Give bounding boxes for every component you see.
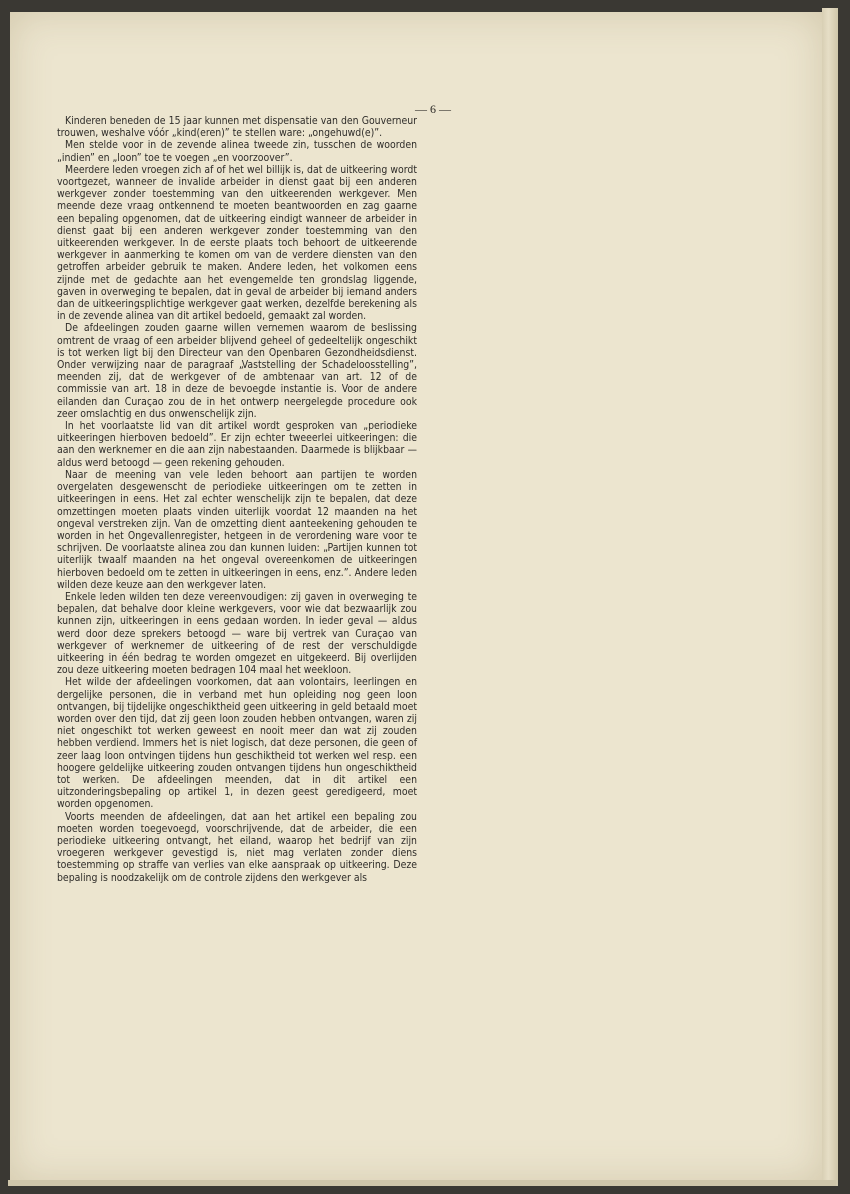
document-page — [10, 12, 822, 1182]
paragraph: Het wilde der afdeelingen voorkomen, dat aan volontairs, leerlingen en dergelijke personen, die in verband met hun opleiding nog geen loon ontvangen, bij tijdelijke ongeschiktheid geen uitkeering in geld betaald moet worden over den tijd, dat zij geen loon zouden hebben ontvangen, waren zij niet ongeschikt tot werken geweest en nooit meer dan wat zij zouden hebben verdiend. Immers het is niet logisch, dat deze personen, die geen of zeer laag loon ontvingen tijdens hun geschiktheid tot werken wel resp. een hoogere geldelijke uitkeering zouden ontvangen tijdens hun ongeschiktheid tot werken. De afdeelingen meenden, dat in dit artikel een uitzonderingsbepaling op artikel 1, in dezen geest geredigeerd, moet worden opgenomen. — [57, 676, 417, 811]
paragraph: Enkele leden wilden ten deze vereenvoudigen: zij gaven in overweging te bepalen, dat behalve door kleine werkgevers, voor wie dat bezwaarlijk zou kunnen zijn, uitkeeringen in eens gedaan worden. In ieder geval — aldus werd door deze sprekers betoogd — ware bij vertrek van Curaçao van werkgever of werknemer de uitkeering of de rest der verschuldigde uitkeering in één bedrag te worden omgezet en uitgekeerd. Bij overlijden zou deze uitkeering moeten bedragen 104 maal het weekloon. — [57, 590, 417, 677]
paragraph: In het voorlaatste lid van dit artikel wordt gesproken van „periodieke uitkeeringen hierboven bedoeld”. Er zijn echter tweeerlei uitkeeringen: die aan den werknemer en die aan zijn nabestaanden. Daarmede is blijkbaar — aldus werd betoogd — geen rekening gehouden. — [57, 420, 417, 469]
page-edge-bottom — [8, 1180, 836, 1186]
page-number: — 6 — — [415, 102, 451, 116]
paragraph: Men stelde voor in de zevende alinea tweede zin, tusschen de woorden „indien” en „loon” toe te voegen „en voorzoover”. — [57, 139, 417, 164]
page-edge-right — [822, 8, 838, 1186]
paragraph: Voorts meenden de afdeelingen, dat aan het artikel een bepaling zou moeten worden toegevoegd, voorschrijvende, dat de arbeider, die een periodieke uitkeering ontvangt, het eiland, waarop het bedrijf van zijn vroegeren werkgever gevestigd is, niet mag verlaten zonder diens toestemming op straffe van verlies van elke aanspraak op uitkeering. Deze bepaling is noodzakelijk om de controle zijdens den werkgever als — [57, 810, 417, 884]
paragraph: Naar de meening van vele leden behoort aan partijen te worden overgelaten desgewenscht de periodieke uitkeeringen om te zetten in uitkeeringen in eens. Het zal echter wenschelijk zijn te bepalen, dat deze omzettingen moeten plaats vinden uiterlijk voordat 12 maanden na het ongeval verstreken zijn. Van de omzetting dient aanteekening gehouden te worden in het Ongevallenregister, hetgeen in de verordening ware voor te schrijven. De voorlaatste alinea zou dan kunnen luiden: „Partijen kunnen tot uiterlijk twaalf maanden na het ongeval overeenkomen de uitkeeringen hierboven bedoeld om te zetten in uitkeeringen in eens, enz.”. Andere leden wilden deze keuze aan den werkgever laten. — [57, 468, 417, 591]
paragraph: Meerdere leden vroegen zich af of het wel billijk is, dat de uitkeering wordt voortgezet, wanneer de invalide arbeider in dienst gaat bij een anderen werkgever zonder toestemming van den uitkeerenden werkgever. Men meende deze vraag ontkennend te moeten beantwoorden en zag gaarne een bepaling opgenomen, dat de uitkeering eindigt wanneer de arbeider in dienst gaat bij een anderen werkgever zonder toestemming van den uitkeerenden werkgever. In de eerste plaats toch behoort de uitkeerende werkgever in aanmerking te komen om van de verdere diensten van den getroffen arbeider gebruik te maken. Andere leden, het volkomen eens zijnde met de gedachte aan het evengemelde ten grondslag liggende, gaven in overweging te bepalen, dat in geval de arbeider bij iemand anders dan de uitkeeringsplichtige werkgever gaat werken, dezelfde berekening als in de zevende alinea van dit artikel bedoeld, gemaakt zal worden. — [57, 163, 417, 323]
paragraph: De afdeelingen zouden gaarne willen vernemen waarom de beslissing omtrent de vraag of een arbeider blijvend geheel of gedeeltelijk ongeschikt is tot werken ligt bij den Directeur van den Openbaren Gezondheidsdienst. Onder verwijzing naar de paragraaf „Vaststelling der Schadeloosstelling”, meenden zij, dat de werkgever of de ambtenaar van art. 12 of de commissie van art. 18 in deze de bevoegde instantie is. Voor de andere eilanden dan Curaçao zou de in het ontwerp neergelegde procedure ook zeer omslachtig en dus onwenschelijk zijn. — [57, 322, 417, 420]
text-column — [57, 115, 417, 884]
paragraph: Kinderen beneden de 15 jaar kunnen met dispensatie van den Gouverneur trouwen, weshalve vóór „kind(eren)” te stellen ware: „ongehuwd(e)”. — [57, 115, 417, 140]
